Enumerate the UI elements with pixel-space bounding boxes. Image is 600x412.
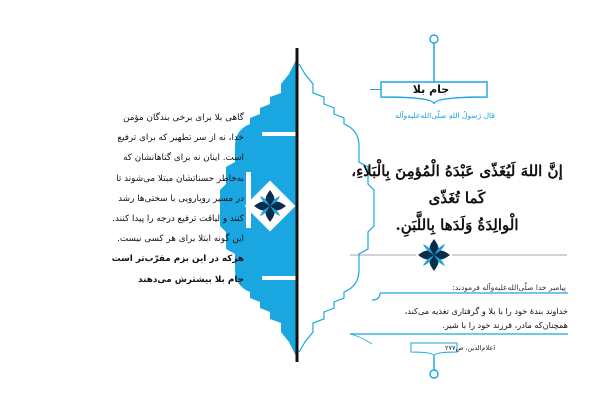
verse-line: هرکه در این بزم مقرّب‌تر است [111, 254, 244, 265]
reflection-line: گاهی بلا برای برخی بندگان مؤمن [123, 113, 244, 123]
hadith-line: الْوالِدَةُ وَلَدَها بِاللَّبَنِ. [395, 216, 519, 234]
hadith-text [346, 158, 568, 239]
translation-text [358, 304, 568, 332]
hadith-line: إنَّ اللهَ لَیُغَذّی عَبْدَهُ الْمُؤمِنَ بِالْبَلاءِ، کَما تُغَذّی [351, 162, 563, 207]
reflection-text [44, 108, 244, 290]
reflection-line: در مسیر رویارویی با سختی‌ها رشد [118, 193, 244, 204]
flower-ornament-divider [418, 239, 450, 271]
reflection-line: خدا، نه از سر تطهیر که برای ترفیع [117, 133, 244, 144]
reflection-line: به‌خاطر حسناتشان مبتلا می‌شوند تا [116, 173, 244, 184]
top-dot [430, 35, 438, 43]
bottom-dot [430, 370, 438, 378]
translation-intro: پیامبر خدا صلّی‌الله‌علیه‌وآله فرمودند: [452, 283, 566, 292]
reflection-line: این گونه ابتلا برای هر کسی نیست. [117, 234, 244, 245]
verse-line: جام بلا بیشترش می‌دهند [138, 274, 244, 285]
page-title: جام بلا [412, 83, 450, 96]
reflection-line: کنند و لیاقت ترفیع درجه را پیدا کنند. [112, 214, 244, 225]
translation-line: خداوند بندهٔ خود را با بلا و گرفتاری تغذیه می‌کند، [404, 306, 568, 316]
translation-line: همچنان‌که مادر، فرزند خود را با شیر. [442, 320, 568, 330]
reflection-line: است. اینان نه برای گناهانشان که [123, 153, 244, 164]
hadith-attribution: قال رَسولُ اللهِ صلّی‌الله‌علیه‌وآله [395, 111, 495, 120]
source-reference: اعلام‌الدین، ص۲۷۷ [444, 344, 496, 352]
